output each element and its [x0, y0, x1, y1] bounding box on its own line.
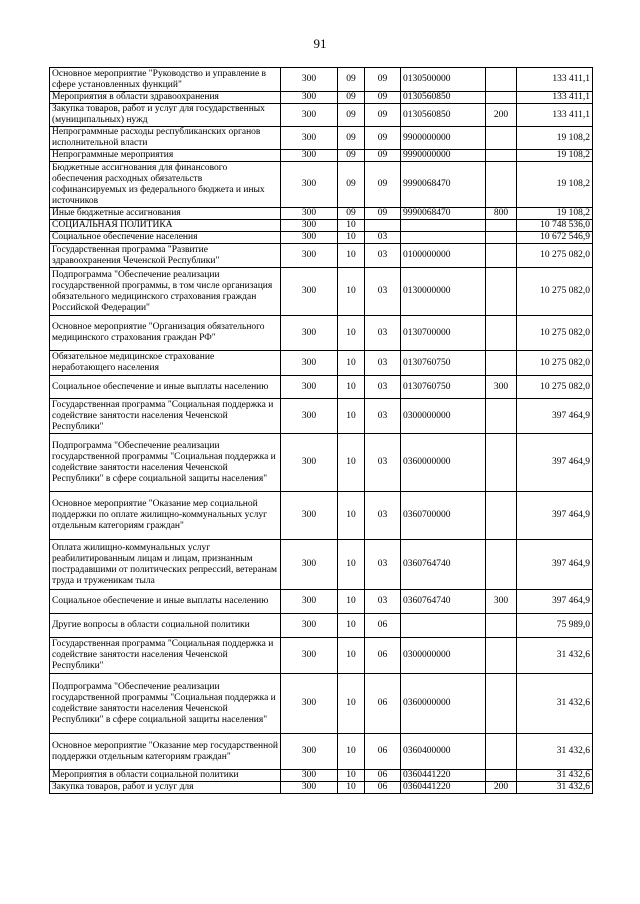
target-article-cell — [401, 232, 486, 244]
item-name-cell: Государственная программа "Социальная поддержка и содействие занятости населения Чеченской Республики" — [50, 638, 281, 674]
table-row — [50, 734, 593, 770]
admin-code-cell: 300 — [281, 399, 338, 434]
table-row — [50, 92, 593, 104]
table-row — [50, 674, 593, 734]
expense-type-cell — [486, 638, 517, 674]
section-code-cell: 10 — [338, 638, 365, 674]
table-row — [50, 232, 593, 244]
target-article-cell: 9990068470 — [401, 208, 486, 220]
amount-cell: 133 411,1 — [517, 68, 593, 92]
admin-code-cell: 300 — [281, 770, 338, 782]
subsection-code-cell: 03 — [365, 540, 401, 590]
amount-cell: 133 411,1 — [517, 92, 593, 104]
section-code-cell: 10 — [338, 376, 365, 399]
table-row — [50, 208, 593, 220]
target-article-cell: 9990000000 — [401, 150, 486, 162]
item-name-cell: Другие вопросы в области социальной политики — [50, 614, 281, 638]
item-name-cell: Основное мероприятие "Оказание мер социальной поддержки по оплате жилищно-коммунальных услуг отдельным категориям граждан" — [50, 492, 281, 540]
section-code-cell: 10 — [338, 434, 365, 492]
admin-code-cell: 300 — [281, 162, 338, 208]
subsection-code-cell: 06 — [365, 734, 401, 770]
expense-type-cell — [486, 674, 517, 734]
section-code-cell: 10 — [338, 244, 365, 268]
admin-code-cell: 300 — [281, 638, 338, 674]
item-name-cell: Оплата жилищно-коммунальных услуг реабилитированным лицам и лицам, признанным пострадавшими от политических репрессий, ветеранам труда и труженикам тыла — [50, 540, 281, 590]
target-article-cell: 0360000000 — [401, 674, 486, 734]
table-row — [50, 434, 593, 492]
table-row — [50, 220, 593, 232]
section-code-cell: 09 — [338, 208, 365, 220]
table-row — [50, 351, 593, 376]
admin-code-cell: 300 — [281, 208, 338, 220]
amount-cell: 31 432,6 — [517, 782, 593, 794]
table-row — [50, 244, 593, 268]
expense-type-cell — [486, 614, 517, 638]
target-article-cell: 0100000000 — [401, 244, 486, 268]
admin-code-cell: 300 — [281, 614, 338, 638]
expense-type-cell: 300 — [486, 590, 517, 614]
expense-type-cell — [486, 268, 517, 316]
subsection-code-cell: 09 — [365, 92, 401, 104]
section-code-cell: 09 — [338, 162, 365, 208]
admin-code-cell: 300 — [281, 68, 338, 92]
amount-cell: 133 411,1 — [517, 104, 593, 127]
admin-code-cell: 300 — [281, 540, 338, 590]
item-name-cell: Непрограммные расходы республиканских органов исполнительной власти — [50, 127, 281, 150]
section-code-cell: 10 — [338, 399, 365, 434]
section-code-cell: 10 — [338, 614, 365, 638]
expense-type-cell — [486, 232, 517, 244]
target-article-cell: 0300000000 — [401, 399, 486, 434]
subsection-code-cell: 09 — [365, 150, 401, 162]
section-code-cell: 10 — [338, 590, 365, 614]
subsection-code-cell: 06 — [365, 638, 401, 674]
admin-code-cell: 300 — [281, 316, 338, 351]
target-article-cell — [401, 220, 486, 232]
amount-cell: 10 672 546,9 — [517, 232, 593, 244]
admin-code-cell: 300 — [281, 351, 338, 376]
amount-cell: 19 108,2 — [517, 150, 593, 162]
subsection-code-cell: 03 — [365, 434, 401, 492]
table-row — [50, 782, 593, 794]
admin-code-cell: 300 — [281, 434, 338, 492]
admin-code-cell: 300 — [281, 244, 338, 268]
table-row — [50, 540, 593, 590]
amount-cell: 10 275 082,0 — [517, 351, 593, 376]
subsection-code-cell: 03 — [365, 376, 401, 399]
subsection-code-cell: 03 — [365, 244, 401, 268]
target-article-cell — [401, 614, 486, 638]
amount-cell: 31 432,6 — [517, 638, 593, 674]
item-name-cell: Обязательное медицинское страхование неработающего населения — [50, 351, 281, 376]
table-row — [50, 590, 593, 614]
target-article-cell: 0130700000 — [401, 316, 486, 351]
expense-type-cell — [486, 162, 517, 208]
item-name-cell: Подпрограмма "Обеспечение реализации государственной программы "Социальная поддержка и содействие занятости населения Чеченской Республики" в сфере социальной защиты населения" — [50, 674, 281, 734]
section-code-cell: 10 — [338, 351, 365, 376]
amount-cell: 10 275 082,0 — [517, 268, 593, 316]
amount-cell: 397 464,9 — [517, 399, 593, 434]
amount-cell: 397 464,9 — [517, 492, 593, 540]
target-article-cell: 0360441220 — [401, 770, 486, 782]
item-name-cell: Закупка товаров, работ и услуг для государственных (муниципальных) нужд — [50, 104, 281, 127]
expense-type-cell: 300 — [486, 376, 517, 399]
section-code-cell: 09 — [338, 127, 365, 150]
target-article-cell: 0130760750 — [401, 351, 486, 376]
subsection-code-cell: 09 — [365, 127, 401, 150]
subsection-code-cell: 06 — [365, 614, 401, 638]
expense-type-cell: 200 — [486, 104, 517, 127]
amount-cell: 10 748 536,0 — [517, 220, 593, 232]
section-code-cell: 09 — [338, 150, 365, 162]
amount-cell: 19 108,2 — [517, 162, 593, 208]
item-name-cell: СОЦИАЛЬНАЯ ПОЛИТИКА — [50, 220, 281, 232]
item-name-cell: Основное мероприятие "Оказание мер государственной поддержки отдельным категориям граждан" — [50, 734, 281, 770]
amount-cell: 19 108,2 — [517, 127, 593, 150]
item-name-cell: Социальное обеспечение и иные выплаты населению — [50, 590, 281, 614]
subsection-code-cell: 03 — [365, 399, 401, 434]
section-code-cell: 09 — [338, 104, 365, 127]
amount-cell: 31 432,6 — [517, 674, 593, 734]
subsection-code-cell: 03 — [365, 590, 401, 614]
table-row — [50, 399, 593, 434]
expense-type-cell — [486, 127, 517, 150]
admin-code-cell: 300 — [281, 376, 338, 399]
expense-type-cell: 200 — [486, 782, 517, 794]
subsection-code-cell: 09 — [365, 104, 401, 127]
admin-code-cell: 300 — [281, 268, 338, 316]
section-code-cell: 10 — [338, 782, 365, 794]
table-row — [50, 162, 593, 208]
target-article-cell: 0360000000 — [401, 434, 486, 492]
admin-code-cell: 300 — [281, 782, 338, 794]
page-number: 91 — [313, 36, 327, 51]
target-article-cell: 0300000000 — [401, 638, 486, 674]
section-code-cell: 09 — [338, 92, 365, 104]
subsection-code-cell: 03 — [365, 232, 401, 244]
section-code-cell: 10 — [338, 770, 365, 782]
amount-cell: 31 432,6 — [517, 770, 593, 782]
item-name-cell: Мероприятия в области социальной политики — [50, 770, 281, 782]
item-name-cell: Непрограммные мероприятия — [50, 150, 281, 162]
section-code-cell: 09 — [338, 68, 365, 92]
expense-type-cell — [486, 150, 517, 162]
amount-cell: 397 464,9 — [517, 434, 593, 492]
table-row — [50, 268, 593, 316]
admin-code-cell: 300 — [281, 232, 338, 244]
subsection-code-cell: 09 — [365, 208, 401, 220]
item-name-cell: Основное мероприятие "Руководство и управление в сфере установленных функций" — [50, 68, 281, 92]
subsection-code-cell: 06 — [365, 770, 401, 782]
budget-table — [49, 67, 593, 794]
section-code-cell: 10 — [338, 674, 365, 734]
subsection-code-cell: 03 — [365, 351, 401, 376]
table-row — [50, 127, 593, 150]
item-name-cell: Государственная программа "Социальная поддержка и содействие занятости населения Чеченской Республики" — [50, 399, 281, 434]
item-name-cell: Иные бюджетные ассигнования — [50, 208, 281, 220]
amount-cell: 10 275 082,0 — [517, 376, 593, 399]
target-article-cell: 0360764740 — [401, 540, 486, 590]
amount-cell: 10 275 082,0 — [517, 244, 593, 268]
amount-cell: 31 432,6 — [517, 734, 593, 770]
admin-code-cell: 300 — [281, 150, 338, 162]
subsection-code-cell: 09 — [365, 162, 401, 208]
table-row — [50, 614, 593, 638]
subsection-code-cell: 03 — [365, 268, 401, 316]
section-code-cell: 10 — [338, 492, 365, 540]
item-name-cell: Государственная программа "Развитие здравоохранения Чеченской Республики" — [50, 244, 281, 268]
target-article-cell: 9990068470 — [401, 162, 486, 208]
section-code-cell: 10 — [338, 734, 365, 770]
target-article-cell: 0360700000 — [401, 492, 486, 540]
amount-cell: 10 275 082,0 — [517, 316, 593, 351]
item-name-cell: Подпрограмма "Обеспечение реализации государственной программы, в том числе организация обязательного медицинского страхования граждан Российской Федерации" — [50, 268, 281, 316]
table-body — [50, 68, 593, 794]
subsection-code-cell: 03 — [365, 316, 401, 351]
admin-code-cell: 300 — [281, 492, 338, 540]
expense-type-cell — [486, 434, 517, 492]
expense-type-cell — [486, 399, 517, 434]
expense-type-cell — [486, 92, 517, 104]
item-name-cell: Социальное обеспечение и иные выплаты населению — [50, 376, 281, 399]
target-article-cell: 0130560850 — [401, 104, 486, 127]
target-article-cell: 0130760750 — [401, 376, 486, 399]
expense-type-cell — [486, 734, 517, 770]
admin-code-cell: 300 — [281, 92, 338, 104]
admin-code-cell: 300 — [281, 104, 338, 127]
admin-code-cell: 300 — [281, 127, 338, 150]
table-row — [50, 376, 593, 399]
target-article-cell: 0130500000 — [401, 68, 486, 92]
target-article-cell: 0360400000 — [401, 734, 486, 770]
expense-type-cell: 800 — [486, 208, 517, 220]
subsection-code-cell: 03 — [365, 492, 401, 540]
section-code-cell: 10 — [338, 268, 365, 316]
admin-code-cell: 300 — [281, 220, 338, 232]
target-article-cell: 0130560850 — [401, 92, 486, 104]
amount-cell: 397 464,9 — [517, 590, 593, 614]
section-code-cell: 10 — [338, 220, 365, 232]
table-row — [50, 316, 593, 351]
section-code-cell: 10 — [338, 316, 365, 351]
admin-code-cell: 300 — [281, 734, 338, 770]
expense-type-cell — [486, 351, 517, 376]
expense-type-cell — [486, 540, 517, 590]
section-code-cell: 10 — [338, 540, 365, 590]
table-row — [50, 150, 593, 162]
expense-type-cell — [486, 770, 517, 782]
table-row — [50, 492, 593, 540]
amount-cell: 19 108,2 — [517, 208, 593, 220]
item-name-cell: Мероприятия в области здравоохранения — [50, 92, 281, 104]
expense-type-cell — [486, 68, 517, 92]
amount-cell: 75 989,0 — [517, 614, 593, 638]
admin-code-cell: 300 — [281, 590, 338, 614]
subsection-code-cell: 06 — [365, 674, 401, 734]
target-article-cell: 0360441220 — [401, 782, 486, 794]
section-code-cell: 10 — [338, 232, 365, 244]
item-name-cell: Бюджетные ассигнования для финансового обеспечения расходных обязательств софинансируемых из федерального бюджета и иных источников — [50, 162, 281, 208]
table-row — [50, 104, 593, 127]
amount-cell: 397 464,9 — [517, 540, 593, 590]
target-article-cell: 0130000000 — [401, 268, 486, 316]
subsection-code-cell — [365, 220, 401, 232]
table-row — [50, 68, 593, 92]
expense-type-cell — [486, 492, 517, 540]
target-article-cell: 9900000000 — [401, 127, 486, 150]
item-name-cell: Основное мероприятие "Организация обязательного медицинского страхования граждан РФ" — [50, 316, 281, 351]
expense-type-cell — [486, 244, 517, 268]
item-name-cell: Закупка товаров, работ и услуг для — [50, 782, 281, 794]
target-article-cell: 0360764740 — [401, 590, 486, 614]
table-row — [50, 638, 593, 674]
admin-code-cell: 300 — [281, 674, 338, 734]
table-row — [50, 770, 593, 782]
item-name-cell: Социальное обеспечение населения — [50, 232, 281, 244]
subsection-code-cell: 06 — [365, 782, 401, 794]
expense-type-cell — [486, 220, 517, 232]
subsection-code-cell: 09 — [365, 68, 401, 92]
item-name-cell: Подпрограмма "Обеспечение реализации государственной программы "Социальная поддержка и содействие занятости населения Чеченской Республики" в сфере социальной защиты населения" — [50, 434, 281, 492]
expense-type-cell — [486, 316, 517, 351]
